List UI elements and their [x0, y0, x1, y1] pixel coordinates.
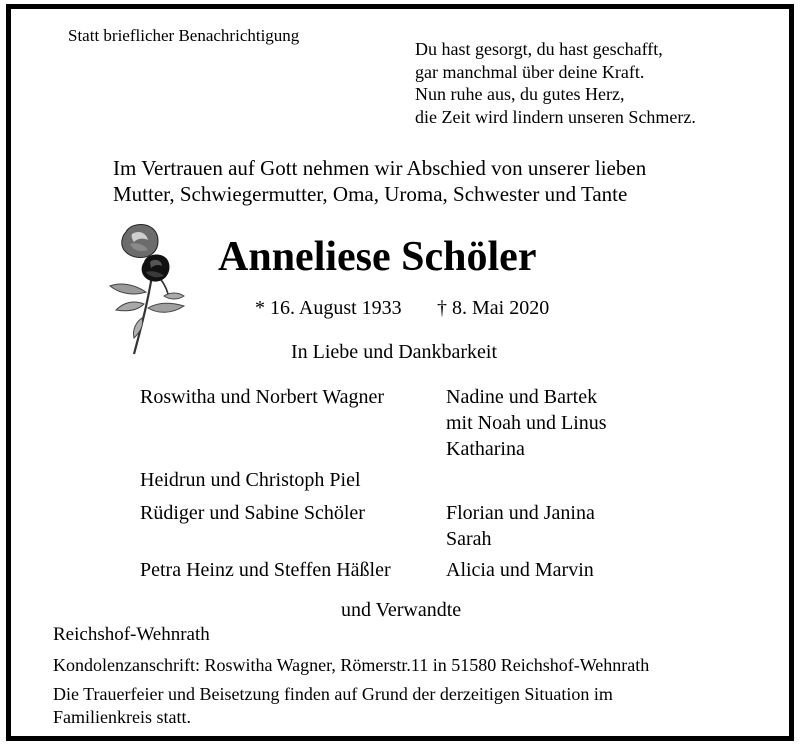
poem-line: Du hast gesorgt, du hast geschafft, — [415, 39, 663, 59]
condolence-address: Kondolenzanschrift: Roswitha Wagner, Römerstr.11 in 51580 Reichshof-Wehnrath — [53, 655, 650, 675]
mourner-left: Petra Heinz und Steffen Häßler — [140, 559, 391, 581]
deceased-name: Anneliese Schöler — [218, 234, 537, 280]
mourner-right: mit Noah und Linus — [446, 412, 607, 434]
mourner-right: Alicia und Marvin — [446, 559, 594, 581]
mourner-right: Florian und Janina — [446, 502, 595, 524]
death-date: † 8. Mai 2020 — [437, 297, 550, 319]
ceremony-line: Familienkreis statt. — [53, 707, 191, 727]
intro-text — [113, 155, 646, 207]
poem — [415, 38, 696, 128]
location: Reichshof-Wehnrath — [53, 624, 210, 645]
intro-line: Mutter, Schwiegermutter, Oma, Uroma, Schwester und Tante — [113, 182, 628, 206]
relatives: und Verwandte — [341, 599, 462, 621]
mourner-left: Roswitha und Norbert Wagner — [140, 386, 385, 408]
mourner-right: Nadine und Bartek — [446, 386, 598, 408]
header-label: Statt brieflicher Benachrichtigung — [68, 26, 300, 45]
rose-icon — [104, 222, 190, 360]
mourner-left: Rüdiger und Sabine Schöler — [140, 502, 365, 524]
dedication: In Liebe und Dankbarkeit — [291, 341, 498, 363]
birth-date: * 16. August 1933 — [255, 297, 402, 319]
mourner-right: Katharina — [446, 438, 525, 460]
poem-line: gar manchmal über deine Kraft. — [415, 61, 645, 82]
poem-line: Nun ruhe aus, du gutes Herz, — [415, 84, 625, 104]
mourner-right: Sarah — [446, 528, 492, 550]
mourner-left: Heidrun und Christoph Piel — [140, 469, 361, 491]
poem-line: die Zeit wird lindern unseren Schmerz. — [415, 106, 696, 127]
intro-line: Im Vertrauen auf Gott nehmen wir Abschied von unserer lieben — [113, 156, 647, 180]
ceremony-line: Die Trauerfeier und Beisetzung finden auf Grund der derzeitigen Situation im — [53, 684, 613, 704]
